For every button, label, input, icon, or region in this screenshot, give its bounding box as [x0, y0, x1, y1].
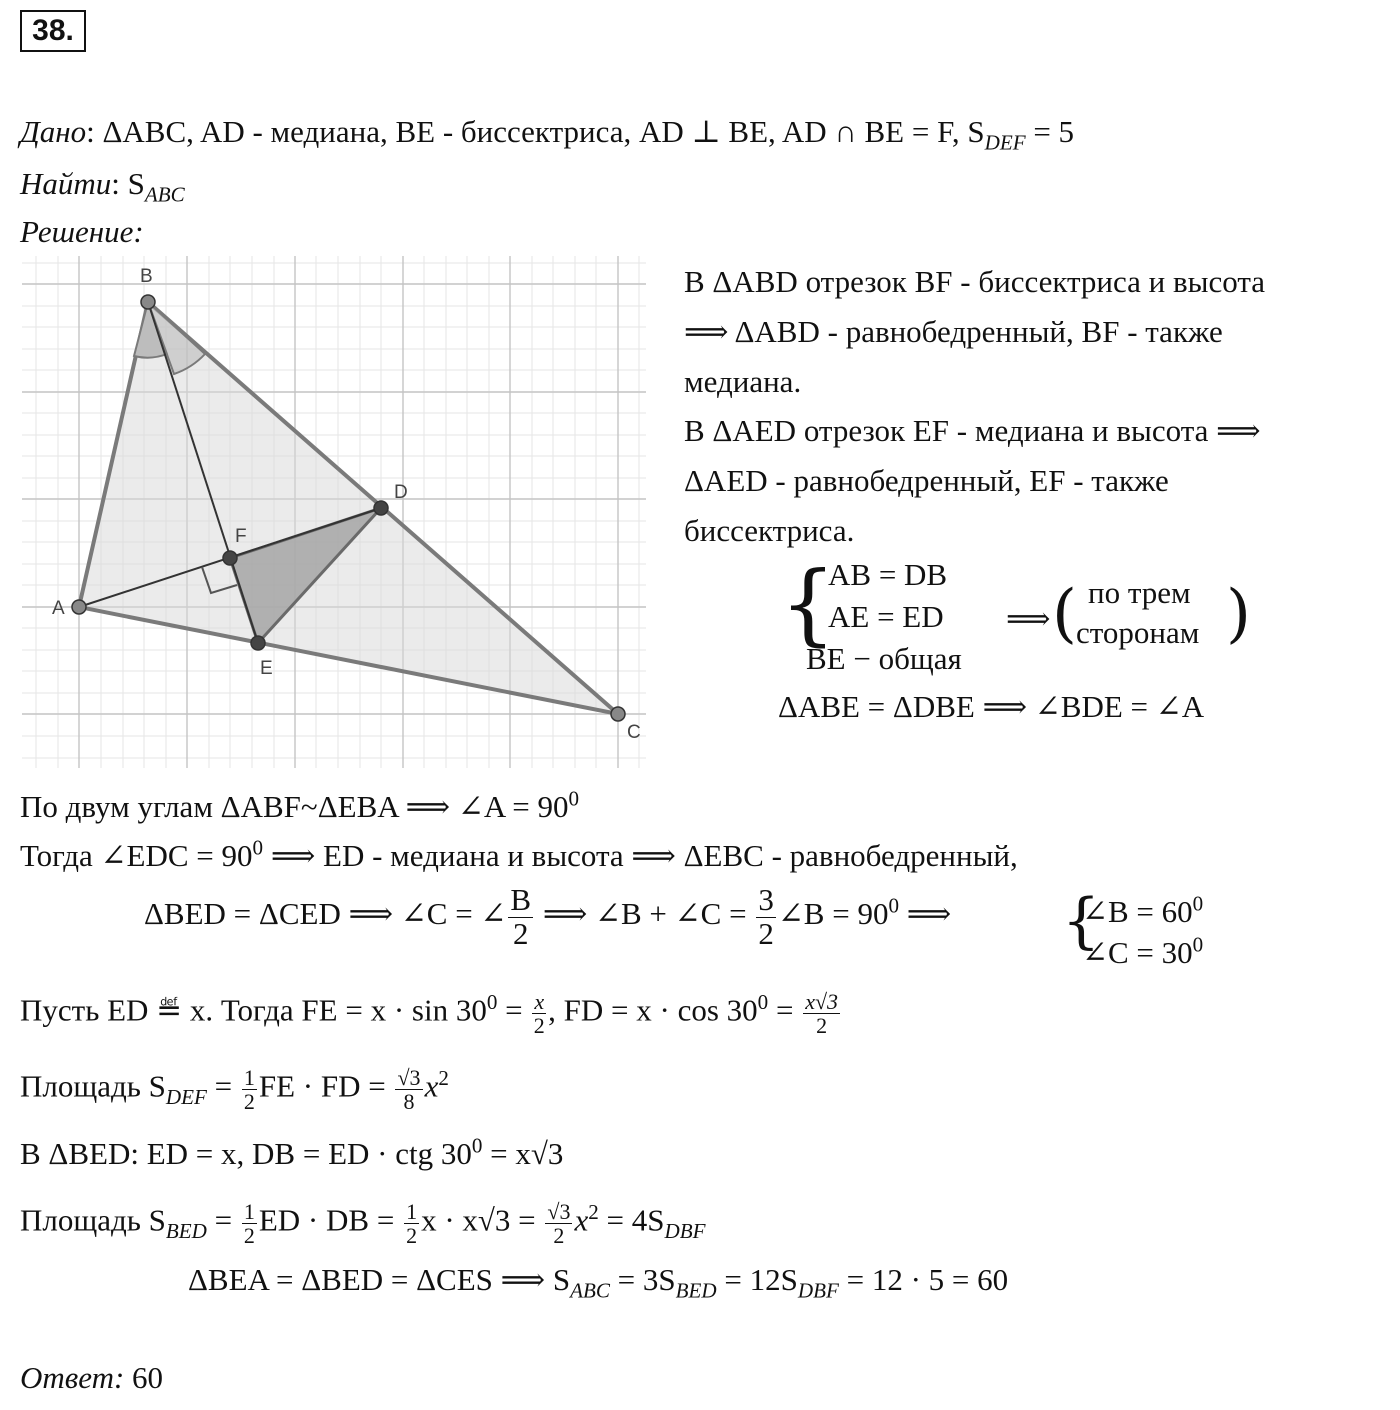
right-conclusion: ΔABE = ΔDBE ⟹ ∠BDE = ∠A	[778, 689, 1205, 724]
angle-b-text: ∠B = 60	[1082, 894, 1193, 929]
body-l4c: , FD = x · cos 30	[548, 992, 758, 1028]
frac-1b-den: 2	[243, 1223, 255, 1249]
frac-xsqrt3-over-2	[803, 990, 840, 1037]
body-l7-sub: BED	[165, 1219, 207, 1244]
body-l6-sup: 0	[471, 1133, 483, 1158]
body-l3-sup: 0	[888, 893, 899, 918]
frac-3-num: 3	[758, 882, 774, 917]
frac-s38-den: 8	[403, 1089, 415, 1115]
body-l2b: ⟹ ED - медиана и высота ⟹ ΔEBC - равнобедренный,	[263, 838, 1018, 873]
body-l4d: =	[768, 992, 802, 1028]
right-line-2: ⟹ ΔABD - равнобедренный, BF - также	[684, 314, 1223, 349]
body-l7c: ED · DB =	[258, 1202, 403, 1238]
find-content: : S	[111, 166, 145, 201]
angles-brace: {	[1062, 886, 1101, 956]
label-c: C	[627, 722, 641, 743]
reason-paren-left: (	[1052, 577, 1077, 651]
find-label: Найти	[20, 166, 112, 201]
frac-1c-num: 1	[406, 1199, 418, 1224]
body-l3d: ⟹	[899, 896, 952, 932]
frac-1b-num: 1	[243, 1199, 255, 1224]
reason-paren-right: )	[1226, 577, 1251, 651]
body-l5d: x	[424, 1068, 439, 1104]
body-l3a: ΔBED = ΔCED ⟹ ∠C = ∠	[144, 896, 507, 932]
body-l4-sup: 0	[486, 990, 498, 1015]
frac-x-den: 2	[533, 1013, 545, 1039]
label-f: F	[235, 526, 247, 547]
reason-line-2: сторонам	[1076, 615, 1200, 650]
body-l3c: ∠B = 90	[777, 896, 889, 932]
body-l5b: =	[206, 1068, 240, 1104]
frac-sqrt3-over-2	[545, 1200, 572, 1247]
frac-1-over-2-a	[242, 1066, 257, 1113]
given-label: Дано	[20, 114, 87, 149]
body-line-2	[20, 835, 1018, 874]
body-l7a: Площадь S	[20, 1202, 166, 1238]
body-l7b: =	[206, 1202, 240, 1238]
body-l7d: x · x√3 =	[421, 1202, 544, 1238]
body-l5a: Площадь S	[20, 1068, 166, 1104]
right-line-1: В ΔABD отрезок BF - биссектриса и высота	[684, 264, 1266, 299]
frac-x-over-2	[532, 990, 546, 1037]
right-line-5: ΔAED - равнобедренный, EF - также	[684, 463, 1169, 498]
frac-b-den: 2	[513, 915, 529, 951]
body-line-6	[20, 1133, 564, 1172]
angle-b-sup: 0	[1192, 891, 1204, 916]
body-l1: По двум углам ΔABF~ΔEBA ⟹ ∠A = 90	[20, 789, 569, 824]
system-row-1: AB = DB	[828, 557, 948, 592]
body-l6b: = x√3	[482, 1136, 564, 1171]
given-content: : ΔABC, AD - медиана, BE - биссектриса, AD ⊥ BE, AD ∩ BE = F, S	[86, 114, 985, 149]
reason-line-1: по трем	[1088, 575, 1191, 610]
body-l5-sup: 2	[438, 1066, 449, 1091]
frac-xsqrt3-den: 2	[816, 1013, 828, 1039]
body-line-8	[188, 1262, 1009, 1303]
body-l2-sup: 0	[252, 835, 264, 860]
body-l4-sup2: 0	[757, 990, 769, 1015]
right-line-4: В ΔAED отрезок EF - медиана и высота ⟹	[684, 413, 1261, 448]
system-row-2: AE = ED	[828, 599, 944, 634]
answer-line	[20, 1360, 163, 1396]
right-line-3: медиана.	[684, 364, 802, 399]
body-l5c: FE · FD =	[258, 1068, 394, 1104]
body-line-4	[20, 990, 842, 1037]
problem-number: 38.	[20, 10, 86, 52]
geometry-figure	[22, 256, 646, 768]
given-line	[20, 114, 1075, 155]
frac-xsqrt3-num: x√3	[805, 989, 839, 1014]
find-line	[20, 166, 185, 207]
frac-1a-den: 2	[243, 1089, 255, 1115]
frac-1c-den: 2	[406, 1223, 418, 1249]
body-l7-sup: 2	[588, 1200, 599, 1225]
frac-s38-num: √3	[397, 1065, 421, 1090]
body-l5-sub: DEF	[165, 1085, 207, 1110]
find-sub: ABC	[144, 182, 185, 207]
body-line-7	[20, 1200, 706, 1247]
body-l8c: = 12S	[716, 1262, 798, 1297]
frac-b-num: B	[510, 882, 532, 917]
label-d: D	[394, 482, 408, 503]
frac-s32-den: 2	[553, 1223, 565, 1249]
given-tail: = 5	[1025, 114, 1075, 149]
body-line-5	[20, 1066, 449, 1113]
body-l7-sub2: DBF	[664, 1219, 706, 1244]
body-l7f: = 4S	[598, 1202, 665, 1238]
angle-c-value	[1082, 932, 1204, 971]
label-a: A	[52, 598, 65, 619]
frac-1a-num: 1	[243, 1065, 255, 1090]
body-l8-sub2: BED	[675, 1278, 717, 1303]
right-line-6: биссектриса.	[684, 513, 855, 548]
body-l4a: Пусть ED ≝ x. Тогда FE = x · sin 30	[20, 992, 487, 1028]
body-l4b: =	[497, 992, 531, 1028]
body-l8-sub1: ABC	[570, 1278, 610, 1303]
label-b: B	[140, 266, 153, 287]
angle-c-sup: 0	[1192, 932, 1204, 957]
system-implies: ⟹	[1006, 601, 1051, 636]
body-l1-sup: 0	[568, 786, 580, 811]
frac-x-num: x	[534, 989, 545, 1014]
frac-1-over-2-b	[242, 1200, 257, 1247]
frac-3-den: 2	[758, 915, 774, 951]
body-l6a: В ΔBED: ED = x, DB = ED · ctg 30	[20, 1136, 472, 1171]
system-row-3: BE − общая	[806, 641, 962, 676]
system-brace: {	[780, 552, 836, 655]
frac-1-over-2-c	[404, 1200, 419, 1247]
given-sub: DEF	[984, 130, 1026, 155]
frac-s32-num: √3	[547, 1199, 571, 1224]
frac-3-over-2	[756, 884, 776, 950]
solution-label: Решение:	[20, 214, 144, 249]
body-line-1	[20, 786, 580, 825]
solution-label-text: Решение	[20, 214, 134, 249]
angle-b-value	[1082, 891, 1204, 930]
frac-b-over-2	[508, 884, 533, 950]
answer-label: Ответ:	[20, 1360, 125, 1395]
body-l8d: = 12 · 5 = 60	[838, 1262, 1009, 1297]
body-l3b: ⟹ ∠B + ∠C =	[535, 896, 755, 932]
body-l2a: Тогда ∠EDC = 90	[20, 838, 253, 873]
body-line-3	[144, 884, 951, 950]
answer-value: 60	[124, 1360, 164, 1395]
angle-c-text: ∠C = 30	[1082, 935, 1193, 970]
label-e: E	[260, 658, 273, 679]
triangle-abc	[79, 302, 618, 714]
frac-sqrt3-over-8	[395, 1066, 422, 1113]
body-l7e: x	[574, 1202, 589, 1238]
body-l8b: = 3S	[609, 1262, 676, 1297]
body-l8-sub3: DBF	[797, 1278, 839, 1303]
body-l8a: ΔBEA = ΔBED = ΔCES ⟹ S	[188, 1262, 571, 1297]
